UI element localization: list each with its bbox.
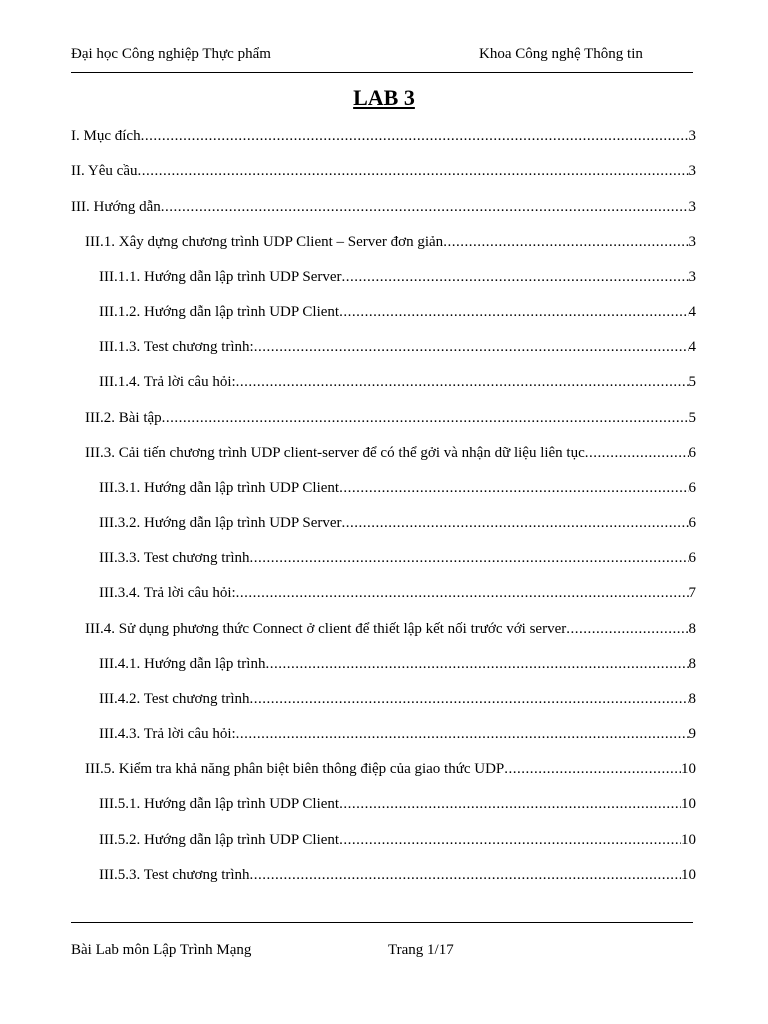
toc-leader	[141, 127, 689, 145]
toc-entry-page: 6	[688, 550, 696, 566]
toc-entry[interactable]	[99, 795, 696, 813]
toc-leader	[138, 162, 689, 180]
toc-entry[interactable]	[71, 127, 696, 145]
toc-entry[interactable]	[85, 760, 696, 778]
toc-entry-title: III. Hướng dẫn	[71, 199, 161, 215]
header-university: Đại học Công nghiệp Thực phẩm	[71, 46, 271, 62]
toc-entry-page: 3	[688, 163, 696, 179]
toc-entry-page: 8	[688, 691, 696, 707]
toc-entry-title: III.3. Cải tiến chương trình UDP client-server để có thể gởi và nhận dữ liệu liên tục	[85, 445, 585, 461]
toc-entry[interactable]	[99, 549, 696, 567]
toc-entry[interactable]	[99, 690, 696, 708]
toc-leader	[339, 303, 688, 321]
toc-leader	[339, 831, 681, 849]
toc-leader	[236, 725, 689, 743]
toc-leader	[443, 233, 688, 251]
toc-entry[interactable]	[85, 444, 696, 462]
footer-page-number: Trang 1/17	[388, 942, 454, 958]
toc-entry-page: 5	[688, 374, 696, 390]
toc-entry-title: I. Mục đích	[71, 128, 141, 144]
toc-entry-title: III.2. Bài tập	[85, 410, 162, 426]
toc-entry[interactable]	[99, 479, 696, 497]
toc-entry-title: II. Yêu cầu	[71, 163, 138, 179]
toc-entry-page: 8	[688, 621, 696, 637]
toc-leader	[250, 866, 681, 884]
toc-leader	[339, 795, 681, 813]
toc-entry[interactable]	[85, 620, 696, 638]
toc-entry-title: III.3.2. Hướng dẫn lập trình UDP Server	[99, 515, 342, 531]
toc-entry-title: III.1.4. Trả lời câu hỏi:	[99, 374, 236, 390]
toc-entry-title: III.5. Kiểm tra khả năng phân biệt biên thông điệp của giao thức UDP	[85, 761, 505, 777]
toc-entry-page: 9	[688, 726, 696, 742]
toc-entry[interactable]	[99, 514, 696, 532]
toc-entry[interactable]	[99, 831, 696, 849]
toc-entry[interactable]	[99, 268, 696, 286]
toc-entry[interactable]	[99, 303, 696, 321]
toc-leader	[250, 549, 689, 567]
toc-entry-title: III.4.1. Hướng dẫn lập trình	[99, 656, 266, 672]
toc-entry-title: III.3.3. Test chương trình	[99, 550, 250, 566]
toc-entry-page: 10	[681, 796, 696, 812]
toc-entry-page: 5	[688, 410, 696, 426]
toc-entry-title: III.4.3. Trả lời câu hỏi:	[99, 726, 236, 742]
toc-leader	[339, 479, 688, 497]
toc-leader	[236, 373, 689, 391]
footer-divider	[71, 922, 693, 923]
toc-entry-page: 4	[688, 339, 696, 355]
toc-entry-title: III.4.2. Test chương trình	[99, 691, 250, 707]
toc-leader	[250, 690, 689, 708]
toc-entry-title: III.1.2. Hướng dẫn lập trình UDP Client	[99, 304, 340, 320]
toc-entry-title: III.1.3. Test chương trình:	[99, 339, 254, 355]
toc-leader	[504, 760, 681, 778]
toc-entry[interactable]	[99, 655, 696, 673]
toc-entry-page: 10	[681, 867, 696, 883]
toc-entry[interactable]	[71, 162, 696, 180]
footer-course: Bài Lab môn Lập Trình Mạng	[71, 942, 252, 958]
toc-entry[interactable]	[85, 409, 696, 427]
toc-leader	[342, 268, 689, 286]
toc-entry-title: III.1.1. Hướng dẫn lập trình UDP Server	[99, 269, 342, 285]
toc-entry-title: III.3.4. Trả lời câu hỏi:	[99, 585, 236, 601]
toc-entry-page: 3	[688, 199, 696, 215]
toc-entry-page: 6	[688, 445, 696, 461]
toc-entry[interactable]	[99, 338, 696, 356]
toc-leader	[585, 444, 689, 462]
toc-entry-page: 7	[688, 585, 696, 601]
toc-entry-title: III.1. Xây dựng chương trình UDP Client – Server đơn giản	[85, 234, 444, 250]
toc-leader	[236, 584, 689, 602]
toc-entry-page: 8	[688, 656, 696, 672]
toc-entry-title: III.5.1. Hướng dẫn lập trình UDP Client	[99, 796, 340, 812]
toc-leader	[566, 620, 688, 638]
toc-entry-title: III.3.1. Hướng dẫn lập trình UDP Client	[99, 480, 340, 496]
toc-entry-title: III.5.3. Test chương trình	[99, 867, 250, 883]
toc-entry-page: 6	[688, 480, 696, 496]
toc-entry-title: III.5.2. Hướng dẫn lập trình UDP Client	[99, 832, 340, 848]
toc-entry[interactable]	[71, 198, 696, 216]
toc-entry-page: 4	[688, 304, 696, 320]
toc-entry-title: III.4. Sử dụng phương thức Connect ở client để thiết lập kết nối trước với server	[85, 621, 567, 637]
toc-entry-page: 3	[688, 234, 696, 250]
toc-entry-page: 3	[688, 269, 696, 285]
toc-entry-page: 10	[681, 832, 696, 848]
toc-entry[interactable]	[99, 725, 696, 743]
toc-leader	[342, 514, 689, 532]
toc-entry-page: 6	[688, 515, 696, 531]
toc-entry-page: 3	[688, 128, 696, 144]
toc-entry[interactable]	[85, 233, 696, 251]
toc-entry[interactable]	[99, 866, 696, 884]
toc-entry-page: 10	[681, 761, 696, 777]
document-title: LAB 3	[353, 85, 415, 110]
toc-leader	[162, 409, 689, 427]
toc-leader	[265, 655, 688, 673]
header-divider	[71, 72, 693, 73]
toc-entry[interactable]	[99, 373, 696, 391]
toc-entry[interactable]	[99, 584, 696, 602]
toc-leader	[254, 338, 689, 356]
header-faculty: Khoa Công nghệ Thông tin	[479, 46, 643, 62]
toc-leader	[161, 198, 689, 216]
